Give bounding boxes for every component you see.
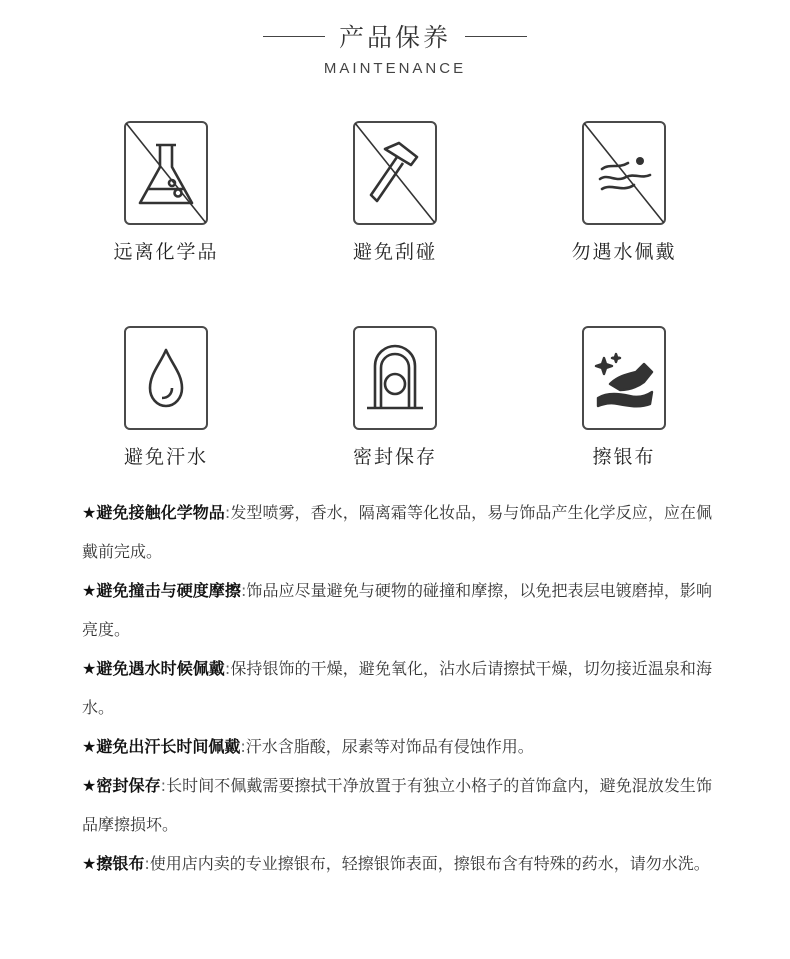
star-icon: ★ [82, 854, 97, 873]
care-item-scratch [295, 121, 495, 264]
page-title: 产品保养 [338, 23, 451, 52]
note-heading: 避免撞击与硬度摩擦 [96, 581, 241, 600]
care-note [82, 649, 712, 727]
note-text: 汗水含脂酸，尿素等对饰品有侵蚀作用。 [245, 737, 534, 756]
title-divider-left [263, 36, 325, 37]
star-icon: ★ [82, 776, 97, 795]
note-text: 发型喷雾，香水，隔离霜等化妆品，易与饰品产生化学反应，应在佩戴前完成。 [82, 503, 712, 561]
swimming-prohibited-icon [582, 121, 666, 225]
star-icon: ★ [82, 659, 97, 678]
care-item-water [524, 121, 724, 264]
care-item-storage [295, 326, 495, 469]
note-colon: : [160, 776, 167, 795]
star-icon: ★ [82, 737, 97, 756]
note-text: 长时间不佩戴需要擦拭干净放置于有独立小格子的首饰盒内，避免混放发生饰品摩擦损坏。 [82, 776, 712, 834]
note-colon: : [144, 854, 150, 873]
care-notes [82, 493, 712, 883]
note-colon: : [240, 581, 247, 600]
care-item-polish [524, 326, 724, 469]
star-icon: ★ [82, 503, 97, 522]
polishing-cloth-icon [582, 326, 666, 430]
care-item-label: 避免汗水 [123, 446, 208, 468]
flask-prohibited-icon [124, 121, 208, 225]
note-heading: 避免遇水时候佩戴 [96, 659, 225, 678]
care-note [82, 571, 712, 649]
care-item-label: 密封保存 [352, 446, 437, 468]
care-note [82, 493, 712, 571]
title-row [0, 18, 790, 54]
water-drop-icon [124, 326, 208, 430]
note-heading: 擦银布 [96, 854, 145, 873]
note-colon: : [224, 503, 231, 522]
note-heading: 避免出汗长时间佩戴 [96, 737, 241, 756]
page-subtitle: MAINTENANCE [323, 60, 467, 77]
title-divider-right [465, 36, 527, 37]
note-text: 保持银饰的干燥，避免氧化，沾水后请擦拭干燥，切勿接近温泉和海水。 [82, 659, 712, 717]
care-item-label: 擦银布 [592, 446, 656, 468]
note-colon: : [240, 737, 246, 756]
care-item-label: 勿遇水佩戴 [571, 241, 677, 263]
hammer-prohibited-icon [353, 121, 437, 225]
star-icon: ★ [82, 581, 97, 600]
care-item-label: 避免刮碰 [352, 241, 437, 263]
care-item-chemicals [66, 121, 266, 264]
care-item-sweat [66, 326, 266, 469]
note-colon: : [224, 659, 231, 678]
section-header [0, 18, 790, 77]
care-note [82, 844, 712, 883]
note-heading: 密封保存 [96, 776, 161, 795]
care-item-label: 远离化学品 [113, 241, 219, 263]
care-note [82, 766, 712, 844]
care-note [82, 727, 712, 766]
jewelry-box-icon [353, 326, 437, 430]
note-heading: 避免接触化学物品 [96, 503, 225, 522]
note-text: 饰品应尽量避免与硬物的碰撞和摩擦，以免把表层电镀磨掉，影响亮度。 [82, 581, 712, 639]
note-text: 使用店内卖的专业擦银布，轻擦银饰表面，擦银布含有特殊的药水，请勿水洗。 [149, 854, 710, 873]
